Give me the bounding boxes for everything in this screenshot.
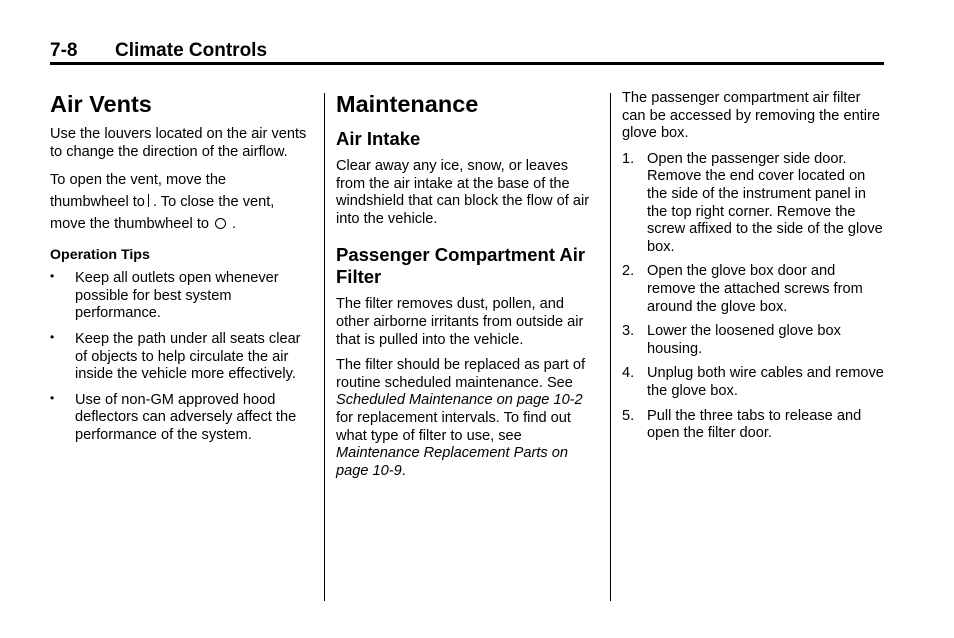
bullet-icon: • <box>50 329 55 344</box>
column-divider-2 <box>610 93 611 601</box>
scheduled-maintenance-link[interactable]: Scheduled Maintenance on page 10-2 <box>336 392 583 409</box>
filter-heading: Passenger Compartment Air Filter <box>336 244 586 288</box>
page-header <box>50 40 884 62</box>
air-intake-heading: Air Intake <box>336 128 421 149</box>
vent-text-line1: To open the vent, move the <box>50 172 227 189</box>
vent-text-line3a: move the thumbwheel to <box>50 216 209 233</box>
list-item: 1. Open the passenger side door. Remove the end cover located on the side of the instrument panel in the top right corner. Remove the screw affixed to the side of the glove box. <box>622 150 883 255</box>
header-rule <box>50 62 884 65</box>
list-item: 2. Open the glove box door and remove the attached screws from around the glove box. <box>622 263 863 315</box>
list-item: • Keep all outlets open whenever possible for best system performance. <box>50 269 279 322</box>
air-intake-text: Clear away any ice, snow, or leaves from the air intake at the base of the windshield that can block the flow of air into the vehicle. <box>336 158 590 227</box>
air-vents-title: Air Vents <box>50 91 152 117</box>
thumbwheel-close-icon <box>215 218 226 229</box>
vent-text-line2b: . To close the vent, <box>152 194 275 211</box>
vent-text-line3b: . <box>232 216 237 233</box>
list-item: 5. Pull the three tabs to release and open the filter door. <box>622 407 862 442</box>
column-air-vents <box>50 90 312 453</box>
list-item: 3. Lower the loosened glove box housing. <box>622 323 841 357</box>
section-title: Climate Controls <box>115 40 268 61</box>
operation-tips-heading: Operation Tips <box>50 247 150 264</box>
thumbwheel-open-icon <box>148 194 149 207</box>
filter-access-intro: The passenger compartment air filter can be accessed by removing the entire glove box. <box>622 90 880 142</box>
maintenance-title: Maintenance <box>336 91 479 117</box>
bullet-icon: • <box>50 390 55 405</box>
list-item: 4. Unplug both wire cables and remove the glove box. <box>622 365 884 399</box>
column-divider-1 <box>324 93 325 601</box>
filter-text: The filter removes dust, pollen, and other airborne irritants from outside air that is pulled into the vehicle. <box>336 296 584 348</box>
column-filter-steps <box>622 90 884 450</box>
list-item: • Keep the path under all seats clear of objects to help circulate the air inside the vehicle more effectively. <box>50 329 301 383</box>
list-item: • Use of non-GM approved hood deflectors can adversely affect the performance of the system. <box>50 390 297 443</box>
air-vents-intro: Use the louvers located on the air vents to change the direction of the airflow. <box>50 126 307 160</box>
vent-open-instruction <box>50 169 312 235</box>
replacement-parts-link[interactable]: Maintenance Replacement Parts on page 10-9 <box>336 445 569 479</box>
bullet-icon: • <box>50 269 55 284</box>
filter-replace-text: The filter should be replaced as part of routine scheduled maintenance. See Scheduled Maintenance on page 10-2 for replacement intervals. To find out what type of filter to use, see Maintenance Replacement Parts on page 10-9. <box>336 357 586 479</box>
operation-tips-list <box>50 270 312 444</box>
page-number: 7-8 <box>50 40 78 61</box>
filter-steps-list <box>622 151 884 443</box>
vent-text-line2a: thumbwheel to <box>50 194 145 211</box>
column-maintenance <box>336 90 598 488</box>
